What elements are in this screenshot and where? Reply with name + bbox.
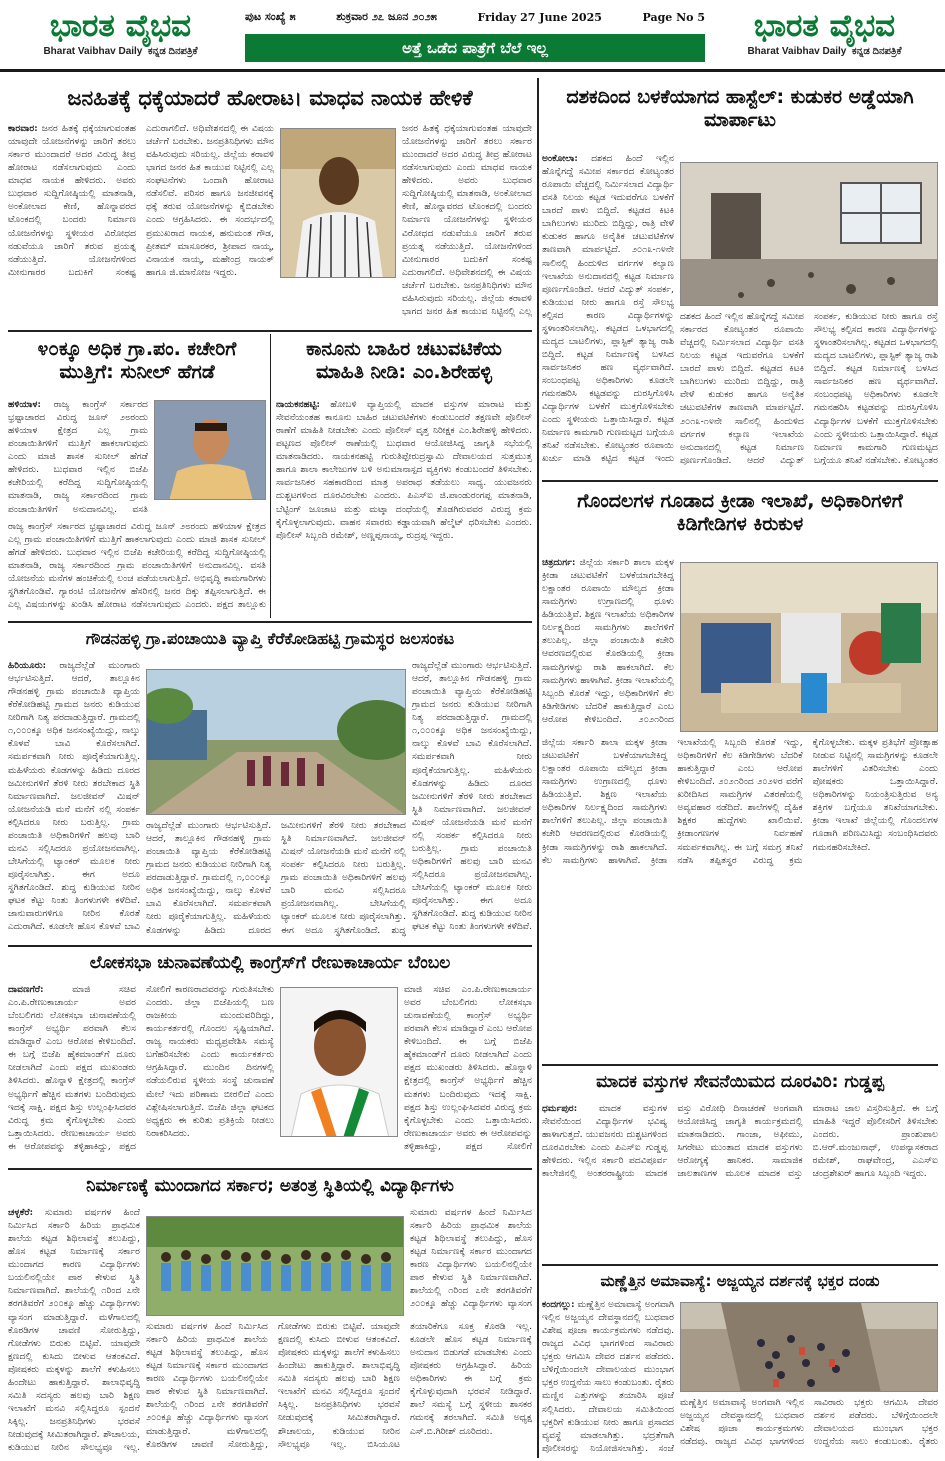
headline: ಮಣ್ಣೆತ್ತಿನ ಅಮಾವಾಸ್ಯೆ: ಅಜ್ಜಯ್ಯನ ದರ್ಶನಕ್ಕೆ ಭಕ್ತರ ದಂಡು bbox=[600, 1272, 880, 1290]
article-body: ಚಿತ್ರದುರ್ಗ: ಜಿಲ್ಲೆಯ ಸರ್ಕಾರಿ ಶಾಲಾ ಮಕ್ಕಳ ಕ್ರೀಡಾ ಚಟುವಟಿಕೆಗೆ ಬಳಕೆಯಾಗಬೇಕಿದ್ದ ಲಕ್ಷಾಂತರ ರೂಪಾಯಿ ಮೌಲ್ಯದ ಕ್ರೀಡಾ ಸಾಮಗ್ರಿಗಳು ಉಗ್ರಾಣದಲ್ಲಿ ಧೂಳು ಹಿಡಿಯುತ್ತಿವೆ. ಶಿಕ್ಷಣ ಇಲಾಖೆಯ ಅಧಿಕಾರಿಗಳ ನಿರ್ಲಕ್ಷ್ಯದಿಂದ ಸಾಮಗ್ರಿಗಳು ಶಾಲೆಗಳಿಗೆ ತಲುಪಿಲ್ಲ. ಜಿಲ್ಲಾ ಪಂಚಾಯಿತಿ ಕಚೇರಿ ಆವರಣದಲ್ಲಿರುವ ಕೊಠಡಿಯಲ್ಲಿ ಕ್ರೀಡಾ ಸಾಮಗ್ರಿಗಳನ್ನು ರಾಶಿ ಹಾಕಲಾಗಿದೆ. ಕೆಲ ಸಾಮಗ್ರಿಗಳು ಹಾಳಾಗಿವೆ. ಕ್ರೀಡಾ ಇಲಾಖೆಯಲ್ಲಿ ಸಿಬ್ಬಂದಿ ಕೊರತೆ ಇದ್ದು, ಅಧಿಕಾರಿಗಳಿಗೆ ಕೆಲ ಕಿಡಿಗೇಡಿಗಳು ಬೆದರಿಕೆ ಹಾಕುತ್ತಿದ್ದಾರೆ ಎಂಬ ಆರೋಪ ಕೇಳಿಬಂದಿದೆ. ೨೦೨೧ರಿಂದ bbox=[542, 557, 674, 725]
tagline: ಅತ್ತೆ ಒಡೆದ ಪಾತ್ರೆಗೆ ಬೆಲೆ ಇಲ್ಲ bbox=[245, 34, 705, 62]
issue-info-bar bbox=[245, 6, 705, 28]
article-body-continued: ಜಿಲ್ಲೆಯ ಸರ್ಕಾರಿ ಶಾಲಾ ಮಕ್ಕಳ ಕ್ರೀಡಾ ಚಟುವಟಿಕೆಗೆ ಬಳಕೆಯಾಗಬೇಕಿದ್ದ ಲಕ್ಷಾಂತರ ರೂಪಾಯಿ ಮೌಲ್ಯದ ಕ್ರೀಡಾ ಸಾಮಗ್ರಿಗಳು ಉಗ್ರಾಣದಲ್ಲಿ ಧೂಳು ಹಿಡಿಯುತ್ತಿವೆ. ಶಿಕ್ಷಣ ಇಲಾಖೆಯ ಅಧಿಕಾರಿಗಳ ನಿರ್ಲಕ್ಷ್ಯದಿಂದ ಸಾಮಗ್ರಿಗಳು ಶಾಲೆಗಳಿಗೆ ತಲುಪಿಲ್ಲ. ಜಿಲ್ಲಾ ಪಂಚಾಯಿತಿ ಕಚೇರಿ ಆವರಣದಲ್ಲಿರುವ ಕೊಠಡಿಯಲ್ಲಿ ಕ್ರೀಡಾ ಸಾಮಗ್ರಿಗಳನ್ನು ರಾಶಿ ಹಾಕಲಾಗಿದೆ. ಕೆಲ ಸಾಮಗ್ರಿಗಳು ಹಾಳಾಗಿವೆ. ಕ್ರೀಡಾ ಇಲಾಖೆಯಲ್ಲಿ ಸಿಬ್ಬಂದಿ ಕೊರತೆ ಇದ್ದು, ಅಧಿಕಾರಿಗಳಿಗೆ ಕೆಲ ಕಿಡಿಗೇಡಿಗಳು ಬೆದರಿಕೆ ಹಾಕುತ್ತಿದ್ದಾರೆ ಎಂಬ ಆರೋಪ ಕೇಳಿಬಂದಿದೆ. ೨೦೨೧ರಿಂದ ೨೦೨೪ರ ವರೆಗೆ ಖರೀದಿಸಿದ ಸಾಮಗ್ರಿಗಳ ವಿತರಣೆಯಲ್ಲಿ ಅವ್ಯವಹಾರ ನಡೆದಿದೆ. ಶಾಲೆಗಳಲ್ಲಿ ದೈಹಿಕ ಶಿಕ್ಷಕರ ಹುದ್ದೆಗಳು ಖಾಲಿಯಿವೆ. ಕ್ರೀಡಾಂಗಣಗಳ ನಿರ್ವಹಣೆ ಸಮರ್ಪಕವಾಗಿಲ್ಲ. ಈ ಬಗ್ಗೆ ಸಮಗ್ರ ತನಿಖೆ ನಡೆಸಿ ತಪ್ಪಿತಸ್ಥರ ವಿರುದ್ಧ ಕ್ರಮ ಕೈಗೊಳ್ಳಬೇಕು. ಮಕ್ಕಳ ಪ್ರತಿಭೆಗೆ ಪ್ರೋತ್ಸಾಹ ನೀಡುವ ನಿಟ್ಟಿನಲ್ಲಿ ಸಾಮಗ್ರಿಗಳನ್ನು ಕೂಡಲೇ ಶಾಲೆಗಳಿಗೆ ವಿತರಿಸಬೇಕು ಎಂದು ಪೋಷಕರು ಒತ್ತಾಯಿಸಿದ್ದಾರೆ. ಅಧಿಕಾರಿಗಳನ್ನು ನಿಯಂತ್ರಿಸುತ್ತಿರುವ ಅನ್ಯ ಶಕ್ತಿಗಳ ಬಗ್ಗೆಯೂ ತನಿಖೆಯಾಗಬೇಕು. ಕ್ರೀಡಾ ಇಲಾಖೆ ಜಿಲ್ಲೆಯಲ್ಲಿ ಗೊಂದಲಗಳ ಗೂಡಾಗಿ ಪರಿಣಮಿಸಿದ್ದು ಸಂಬಂಧಿಸಿದವರು ಗಮನಹರಿಸಬೇಕಿದೆ. bbox=[542, 737, 938, 866]
article-school-building bbox=[8, 1172, 532, 1458]
article-body-continued: ಮಾಜಿ ಸಚಿವ ಎಂ.ಪಿ.ರೇಣುಕಾಚಾರ್ಯ ಅವರ ಬೆಂಬಲಿಗರು ಲೋಕಸಭಾ ಚುನಾವಣೆಯಲ್ಲಿ ಕಾಂಗ್ರೆಸ್ ಅಭ್ಯರ್ಥಿ ಪರವಾಗಿ ಕೆಲಸ ಮಾಡಿದ್ದಾರೆ ಎಂಬ ಆರೋಪ ಕೇಳಿಬಂದಿದೆ. ಈ ಬಗ್ಗೆ ಬಿಜೆಪಿ ಹೈಕಮಾಂಡ್‌ಗೆ ದೂರು ನೀಡಲಾಗಿದೆ ಎಂದು ಪಕ್ಷದ ಮುಖಂಡರು ತಿಳಿಸಿದರು. ಹೊನ್ನಾಳಿ ಕ್ಷೇತ್ರದಲ್ಲಿ ಕಾಂಗ್ರೆಸ್ ಅಭ್ಯರ್ಥಿಗೆ ಹೆಚ್ಚಿನ ಮತಗಳು ಬಂದಿರುವುದು ಇದಕ್ಕೆ ಸಾಕ್ಷಿ. ಪಕ್ಷದ ಶಿಸ್ತು ಉಲ್ಲಂಘಿಸಿದವರ ವಿರುದ್ಧ ಕ್ರಮ ಕೈಗೊಳ್ಳಬೇಕು ಎಂದು ಒತ್ತಾಯಿಸಿದರು. ರೇಣುಕಾಚಾರ್ಯ ಅವರು ಈ ಆರೋಪವನ್ನು ತಳ್ಳಿಹಾಕಿದ್ದು, ಪಕ್ಷದ ಸೋಲಿಗೆ bbox=[404, 984, 532, 1152]
headline: ಲೋಕಸಭಾ ಚುನಾವಣೆಯಲ್ಲಿ ಕಾಂಗ್ರೆಸ್‌ಗೆ ರೇಣುಕಾಚಾರ್ಯ ಬೆಂಬಲ bbox=[89, 953, 451, 973]
photo-devotees-crowd bbox=[680, 1302, 938, 1392]
article-kerekodihatti-water bbox=[8, 625, 532, 943]
article-body: ಧರ್ಮಪುರ: ಮಾದಕ ವಸ್ತುಗಳ ಸೇವನೆಯಿಂದ ವಿದ್ಯಾರ್ಥಿಗಳ ಭವಿಷ್ಯ ಹಾಳಾಗುತ್ತದೆ. ಯುವಜನರು ದುಶ್ಚಟಗಳಿಂದ ದೂರವಿರಬೇಕು ಎಂದು ಪಿಎಸ್‌ಐ ಗುಡ್ಡಪ್ಪ ಹೇಳಿದರು. ಇಲ್ಲಿನ ಸರ್ಕಾರಿ ಪದವಿಪೂರ್ವ ಕಾಲೇಜಿನಲ್ಲಿ ಅಂತರರಾಷ್ಟ್ರೀಯ ಮಾದಕ ವಸ್ತು ವಿರೋಧಿ ದಿನಾಚರಣೆ ಅಂಗವಾಗಿ ಆಯೋಜಿಸಿದ್ದ ಜಾಗೃತಿ ಕಾರ್ಯಕ್ರಮದಲ್ಲಿ ಮಾತನಾಡಿದರು. ಗಾಂಜಾ, ಅಫೀಮು, ಸಿಗರೇಟು ಮುಂತಾದ ಮಾದಕ ವಸ್ತುಗಳು ಆರೋಗ್ಯಕ್ಕೆ ಹಾನಿಕರ. ಸಾಮಾಜಿಕ ಜಾಲತಾಣಗಳ ಮೂಲಕ ಮಾದಕ ವಸ್ತು ಮಾರಾಟ ಜಾಲ ವಿಸ್ತರಿಸುತ್ತಿದೆ. ಈ ಬಗ್ಗೆ ಮಾಹಿತಿ ಇದ್ದರೆ ಪೊಲೀಸರಿಗೆ ತಿಳಿಸಬೇಕು ಎಂದರು. ಪ್ರಾಂಶುಪಾಲ ಬಿ.ಆರ್.ಮಂಜುನಾಥ್, ಉಪನ್ಯಾಸಕರಾದ ರಮೇಶ್, ರಾಘವೇಂದ್ರ, ಎಎಸ್‌ಐ ಚಂದ್ರಶೇಖರ್ ಹಾಗೂ ಸಿಬ್ಬಂದಿ ಇದ್ದರು. bbox=[542, 1103, 938, 1180]
article-madhava-nayaka bbox=[8, 80, 532, 328]
article-body: ದಾವಣಗೆರೆ: ಮಾಜಿ ಸಚಿವ ಎಂ.ಪಿ.ರೇಣುಕಾಚಾರ್ಯ ಅವರ ಬೆಂಬಲಿಗರು ಲೋಕಸಭಾ ಚುನಾವಣೆಯಲ್ಲಿ ಕಾಂಗ್ರೆಸ್ ಅಭ್ಯರ್ಥಿ ಪರವಾಗಿ ಕೆಲಸ ಮಾಡಿದ್ದಾರೆ ಎಂಬ ಆರೋಪ ಕೇಳಿಬಂದಿದೆ. ಈ ಬಗ್ಗೆ ಬಿಜೆಪಿ ಹೈಕಮಾಂಡ್‌ಗೆ ದೂರು ನೀಡಲಾಗಿದೆ ಎಂದು ಪಕ್ಷದ ಮುಖಂಡರು ತಿಳಿಸಿದರು. ಹೊನ್ನಾಳಿ ಕ್ಷೇತ್ರದಲ್ಲಿ ಕಾಂಗ್ರೆಸ್ ಅಭ್ಯರ್ಥಿಗೆ ಹೆಚ್ಚಿನ ಮತಗಳು ಬಂದಿರುವುದು ಇದಕ್ಕೆ ಸಾಕ್ಷಿ. ಪಕ್ಷದ ಶಿಸ್ತು ಉಲ್ಲಂಘಿಸಿದವರ ವಿರುದ್ಧ ಕ್ರಮ ಕೈಗೊಳ್ಳಬೇಕು ಎಂದು ಒತ್ತಾಯಿಸಿದರು. ರೇಣುಕಾಚಾರ್ಯ ಅವರು ಈ ಆರೋಪವನ್ನು ತಳ್ಳಿಹಾಕಿದ್ದು, ಪಕ್ಷದ ಸೋಲಿಗೆ ಕಾರಣರಾದವರನ್ನು ಗುರುತಿಸಬೇಕು ಎಂದರು. ಜಿಲ್ಲಾ ಬಿಜೆಪಿಯಲ್ಲಿ ಬಣ ರಾಜಕೀಯ ಮುಂದುವರಿದಿದ್ದು, ಕಾರ್ಯಕರ್ತರಲ್ಲಿ ಗೊಂದಲ ಸೃಷ್ಟಿಯಾಗಿದೆ. ರಾಜ್ಯ ನಾಯಕರು ಮಧ್ಯಪ್ರವೇಶಿಸಿ ಸಮಸ್ಯೆ ಬಗೆಹರಿಸಬೇಕು ಎಂದು ಕಾರ್ಯಕರ್ತರು ಆಗ್ರಹಿಸಿದ್ದಾರೆ. ಮುಂದಿನ ದಿನಗಳಲ್ಲಿ ನಡೆಯಲಿರುವ ಸ್ಥಳೀಯ ಸಂಸ್ಥೆ ಚುನಾವಣೆ ಮೇಲೆ ಇದು ಪರಿಣಾಮ ಬೀರಲಿದೆ ಎಂದು ವಿಶ್ಲೇಷಿಸಲಾಗುತ್ತಿದೆ. ಬಿಜೆಪಿ ಜಿಲ್ಲಾ ಘಟಕದ ಅಧ್ಯಕ್ಷರು ಈ ಕುರಿತು ಪ್ರತಿಕ್ರಿಯೆ ನೀಡಲು ನಿರಾಕರಿಸಿದರು. bbox=[8, 984, 274, 1152]
article-body: ಅಂಕೋಲಾ: ದಶಕದ ಹಿಂದೆ ಇಲ್ಲಿನ ಹೊನ್ನೆಗದ್ದೆ ಸಮೀಪ ಸರ್ಕಾರದ ಕೋಟ್ಯಂತರ ರೂಪಾಯಿ ವೆಚ್ಚದಲ್ಲಿ ನಿರ್ಮಿಸಲಾದ ವಿದ್ಯಾರ್ಥಿ ವಸತಿ ನಿಲಯ ಕಟ್ಟಡ ಇದುವರೆಗೂ ಬಳಕೆಗೆ ಬಾರದೆ ಪಾಳು ಬಿದ್ದಿದೆ. ಕಟ್ಟಡದ ಕಿಟಕಿ ಬಾಗಿಲುಗಳು ಮುರಿದು ಬಿದ್ದಿದ್ದು, ರಾತ್ರಿ ವೇಳೆ ಕುಡುಕರ ಹಾಗೂ ಅನೈತಿಕ ಚಟುವಟಿಕೆಗಳ ತಾಣವಾಗಿ ಮಾರ್ಪಟ್ಟಿದೆ. ೨೦೧೩-೧೪ನೇ ಸಾಲಿನಲ್ಲಿ ಹಿಂದುಳಿದ ವರ್ಗಗಳ ಕಲ್ಯಾಣ ಇಲಾಖೆಯ ಅನುದಾನದಲ್ಲಿ ಕಟ್ಟಡ ನಿರ್ಮಾಣ ಪೂರ್ಣಗೊಂಡಿದೆ. ಆದರೆ ವಿದ್ಯುತ್ ಸಂಪರ್ಕ, ಕುಡಿಯುವ ನೀರು ಹಾಗೂ ರಸ್ತೆ ಸೌಲಭ್ಯ ಕಲ್ಪಿಸದ ಕಾರಣ ವಿದ್ಯಾರ್ಥಿಗಳನ್ನು ಸ್ಥಳಾಂತರಿಸಲಾಗಿಲ್ಲ. ಕಟ್ಟಡದ ಒಳಭಾಗದಲ್ಲಿ ಮದ್ಯದ ಬಾಟಲಿಗಳು, ಪ್ಲಾಸ್ಟಿಕ್ ತ್ಯಾಜ್ಯ ರಾಶಿ ಬಿದ್ದಿದೆ. ಕಟ್ಟಡ ನಿರ್ಮಾಣಕ್ಕೆ ಬಳಸಿದ ಸಾರ್ವಜನಿಕರ ಹಣ ವ್ಯರ್ಥವಾಗಿದೆ. ಸಂಬಂಧಪಟ್ಟ ಅಧಿಕಾರಿಗಳು ಕೂಡಲೇ ಗಮನಹರಿಸಿ ಕಟ್ಟಡವನ್ನು ದುರಸ್ತಿಗೊಳಿಸಿ ವಿದ್ಯಾರ್ಥಿಗಳ ಬಳಕೆಗೆ ಮುಕ್ತಗೊಳಿಸಬೇಕು ಎಂದು ಸ್ಥಳೀಯರು ಒತ್ತಾಯಿಸಿದ್ದಾರೆ. ಕಟ್ಟಡ ನಿರ್ಮಾಣ ಕಾಮಗಾರಿ ಗುಣಮಟ್ಟದ ಬಗ್ಗೆಯೂ ತನಿಖೆ ನಡೆಸಬೇಕು. ಕೋಟ್ಯಂತರ ರೂಪಾಯಿ ಖರ್ಚು ಮಾಡಿ ಕಟ್ಟಿದ ಕಟ್ಟಡ ಇಂದು bbox=[542, 153, 674, 465]
rule bbox=[8, 1168, 532, 1170]
date-kannada: ಶುಕ್ರವಾರ ೨೭ ಜೂನ ೨೦೨೫ bbox=[336, 10, 437, 23]
article-body: ಹಳಿಯಾಳ: ರಾಜ್ಯ ಕಾಂಗ್ರೆಸ್ ಸರ್ಕಾರದ ಭ್ರಷ್ಟಾಚಾರದ ವಿರುದ್ಧ ಜೂನ್ ೨೮ರಂದು ಹಳಿಯಾಳ ಕ್ಷೇತ್ರದ ಎಲ್ಲ ಗ್ರಾಮ ಪಂಚಾಯಿತಿಗಳಿಗೆ ಮುತ್ತಿಗೆ ಹಾಕಲಾಗುವುದು ಎಂದು ಮಾಜಿ ಶಾಸಕ ಸುನೀಲ್ ಹೆಗಡೆ ಹೇಳಿದರು. ಬುಧವಾರ ಇಲ್ಲಿನ ಬಿಜೆಪಿ ಕಚೇರಿಯಲ್ಲಿ ಕರೆದಿದ್ದ ಸುದ್ದಿಗೋಷ್ಠಿಯಲ್ಲಿ ಮಾತನಾಡಿ, ರಾಜ್ಯ ಸರ್ಕಾರದಿಂದ ಗ್ರಾಮ ಪಂಚಾಯಿತಿಗಳಿಗೆ ಅನುದಾನವಿಲ್ಲ. ವಸತಿ bbox=[8, 399, 148, 515]
headline: ೪೦ಕ್ಕೂ ಅಧಿಕ ಗ್ರಾ.ಪಂ. ಕಚೇರಿಗೆ ಮುತ್ತಿಗೆ: ಸುನೀಲ್ ಹೆಗಡೆ bbox=[37, 338, 237, 383]
article-shirehalli bbox=[276, 334, 532, 618]
photo-renukacharya bbox=[280, 987, 398, 1137]
article-body: ಹಿರಿಯೂರು: ರಾಜ್ಯದೆಲ್ಲೆಡೆ ಮುಂಗಾರು ಆರ್ಭಟಿಸುತ್ತಿದೆ. ಆದರೆ, ತಾಲ್ಲೂಕಿನ ಗೌಡನಹಳ್ಳಿ ಗ್ರಾಮ ಪಂಚಾಯಿತಿ ವ್ಯಾಪ್ತಿಯ ಕೆರೆಕೋಡಿಹಟ್ಟಿ ಗ್ರಾಮದ ಜನರು ಕುಡಿಯುವ ನೀರಿಗಾಗಿ ನಿತ್ಯ ಪರದಾಡುತ್ತಿದ್ದಾರೆ. ಗ್ರಾಮದಲ್ಲಿ ೧,೦೦೦ಕ್ಕೂ ಅಧಿಕ ಜನಸಂಖ್ಯೆಯಿದ್ದು, ನಾಲ್ಕು ಕೊಳವೆ ಬಾವಿ ಕೊರೆಸಲಾಗಿದೆ. ಸಮರ್ಪಕವಾಗಿ ನೀರು ಪೂರೈಕೆಯಾಗುತ್ತಿಲ್ಲ. ಮಹಿಳೆಯರು ಕೊಡಗಳನ್ನು ಹಿಡಿದು ದೂರದ ಜಮೀನುಗಳಿಗೆ ತೆರಳಿ ನೀರು ತರಬೇಕಾದ ಸ್ಥಿತಿ ನಿರ್ಮಾಣವಾಗಿದೆ. ಜಲಜೀವನ್ ಮಿಷನ್ ಯೋಜನೆಯಡಿ ಮನೆ ಮನೆಗೆ ನಲ್ಲಿ ಸಂಪರ್ಕ ಕಲ್ಪಿಸಿದರೂ ನೀರು ಬರುತ್ತಿಲ್ಲ. ಗ್ರಾಮ ಪಂಚಾಯಿತಿ ಅಧಿಕಾರಿಗಳಿಗೆ ಹಲವು ಬಾರಿ ಮನವಿ ಸಲ್ಲಿಸಿದರೂ ಪ್ರಯೋಜನವಾಗಿಲ್ಲ. ಬೇಸಿಗೆಯಲ್ಲಿ ಟ್ಯಾಂಕರ್ ಮೂಲಕ ನೀರು ಪೂರೈಸಲಾಗಿತ್ತು. ಈಗ ಅದೂ ಸ್ಥಗಿತಗೊಂಡಿದೆ. ಶುದ್ಧ ಕುಡಿಯುವ ನೀರಿನ ಘಟಕ ಕೆಟ್ಟು ನಿಂತು ತಿಂಗಳುಗಳೇ ಕಳೆದಿವೆ. ಜಾನುವಾರುಗಳಿಗೂ ನೀರಿನ ಕೊರತೆ ಎದುರಾಗಿದೆ. ಕೂಡಲೇ ಹೊಸ ಕೊಳವೆ ಬಾವಿ bbox=[8, 660, 140, 933]
rule bbox=[542, 1064, 938, 1066]
article-abandoned-hostel bbox=[542, 80, 938, 478]
rule bbox=[270, 334, 271, 618]
column-divider bbox=[537, 78, 539, 1458]
article-body-continued: ದಶಕದ ಹಿಂದೆ ಇಲ್ಲಿನ ಹೊನ್ನೆಗದ್ದೆ ಸಮೀಪ ಸರ್ಕಾರದ ಕೋಟ್ಯಂತರ ರೂಪಾಯಿ ವೆಚ್ಚದಲ್ಲಿ ನಿರ್ಮಿಸಲಾದ ವಿದ್ಯಾರ್ಥಿ ವಸತಿ ನಿಲಯ ಕಟ್ಟಡ ಇದುವರೆಗೂ ಬಳಕೆಗೆ ಬಾರದೆ ಪಾಳು ಬಿದ್ದಿದೆ. ಕಟ್ಟಡದ ಕಿಟಕಿ ಬಾಗಿಲುಗಳು ಮುರಿದು ಬಿದ್ದಿದ್ದು, ರಾತ್ರಿ ವೇಳೆ ಕುಡುಕರ ಹಾಗೂ ಅನೈತಿಕ ಚಟುವಟಿಕೆಗಳ ತಾಣವಾಗಿ ಮಾರ್ಪಟ್ಟಿದೆ. ೨೦೧೩-೧೪ನೇ ಸಾಲಿನಲ್ಲಿ ಹಿಂದುಳಿದ ವರ್ಗಗಳ ಕಲ್ಯಾಣ ಇಲಾಖೆಯ ಅನುದಾನದಲ್ಲಿ ಕಟ್ಟಡ ನಿರ್ಮಾಣ ಪೂರ್ಣಗೊಂಡಿದೆ. ಆದರೆ ವಿದ್ಯುತ್ ಸಂಪರ್ಕ, ಕುಡಿಯುವ ನೀರು ಹಾಗೂ ರಸ್ತೆ ಸೌಲಭ್ಯ ಕಲ್ಪಿಸದ ಕಾರಣ ವಿದ್ಯಾರ್ಥಿಗಳನ್ನು ಸ್ಥಳಾಂತರಿಸಲಾಗಿಲ್ಲ. ಕಟ್ಟಡದ ಒಳಭಾಗದಲ್ಲಿ ಮದ್ಯದ ಬಾಟಲಿಗಳು, ಪ್ಲಾಸ್ಟಿಕ್ ತ್ಯಾಜ್ಯ ರಾಶಿ ಬಿದ್ದಿದೆ. ಕಟ್ಟಡ ನಿರ್ಮಾಣಕ್ಕೆ ಬಳಸಿದ ಸಾರ್ವಜನಿಕರ ಹಣ ವ್ಯರ್ಥವಾಗಿದೆ. ಸಂಬಂಧಪಟ್ಟ ಅಧಿಕಾರಿಗಳು ಕೂಡಲೇ ಗಮನಹರಿಸಿ ಕಟ್ಟಡವನ್ನು ದುರಸ್ತಿಗೊಳಿಸಿ ವಿದ್ಯಾರ್ಥಿಗಳ ಬಳಕೆಗೆ ಮುಕ್ತಗೊಳಿಸಬೇಕು ಎಂದು ಸ್ಥಳೀಯರು ಒತ್ತಾಯಿಸಿದ್ದಾರೆ. ಕಟ್ಟಡ ನಿರ್ಮಾಣ ಕಾಮಗಾರಿ ಗುಣಮಟ್ಟದ ಬಗ್ಗೆಯೂ ತನಿಖೆ ನಡೆಸಬೇಕು. ಕೋಟ್ಯಂತರ bbox=[680, 311, 938, 466]
article-body: ಚಳ್ಳಕೆರೆ: ಸುಮಾರು ವರ್ಷಗಳ ಹಿಂದೆ ನಿರ್ಮಿಸಿದ ಸರ್ಕಾರಿ ಹಿರಿಯ ಪ್ರಾಥಮಿಕ ಶಾಲೆಯ ಕಟ್ಟಡ ಶಿಥಿಲಾವಸ್ಥೆ ತಲುಪಿದ್ದು, ಹೊಸ ಕಟ್ಟಡ ನಿರ್ಮಾಣಕ್ಕೆ ಸರ್ಕಾರ ಮುಂದಾಗದ ಕಾರಣ ವಿದ್ಯಾರ್ಥಿಗಳು ಬಯಲಿನಲ್ಲಿಯೇ ಪಾಠ ಕೇಳುವ ಸ್ಥಿತಿ ನಿರ್ಮಾಣವಾಗಿದೆ. ಶಾಲೆಯಲ್ಲಿ ೧ರಿಂದ ೭ನೇ ತರಗತಿವರೆಗೆ ೨೦೦ಕ್ಕೂ ಹೆಚ್ಚು ವಿದ್ಯಾರ್ಥಿಗಳು ವ್ಯಾಸಂಗ ಮಾಡುತ್ತಿದ್ದಾರೆ. ಮಳೆಗಾಲದಲ್ಲಿ ಕೊಠಡಿಗಳ ಚಾವಣಿ ಸೋರುತ್ತಿದ್ದು, ಗೋಡೆಗಳು ಬಿರುಕು ಬಿಟ್ಟಿವೆ. ಯಾವುದೇ ಕ್ಷಣದಲ್ಲಿ ಕುಸಿದು ಬೀಳುವ ಆತಂಕವಿದೆ. ಪೋಷಕರು ಮಕ್ಕಳನ್ನು ಶಾಲೆಗೆ ಕಳುಹಿಸಲು ಹಿಂದೇಟು ಹಾಕುತ್ತಿದ್ದಾರೆ. ಶಾಲಾಭಿವೃದ್ಧಿ ಸಮಿತಿ ಸದಸ್ಯರು ಹಲವು ಬಾರಿ ಶಿಕ್ಷಣ ಇಲಾಖೆಗೆ ಮನವಿ ಸಲ್ಲಿಸಿದ್ದರೂ ಸ್ಪಂದನೆ ಸಿಕ್ಕಿಲ್ಲ. ಜನಪ್ರತಿನಿಧಿಗಳು ಭರವಸೆ ನೀಡುವುದಕ್ಕೆ ಸೀಮಿತರಾಗಿದ್ದಾರೆ. ಶೌಚಾಲಯ, ಕುಡಿಯುವ ನೀರಿನ ಸೌಲಭ್ಯವೂ ಇಲ್ಲ. bbox=[8, 1207, 140, 1454]
article-body-continued: ಮಣ್ಣೆತ್ತಿನ ಅಮಾವಾಸ್ಯೆ ಅಂಗವಾಗಿ ಇಲ್ಲಿನ ಅಜ್ಜಯ್ಯನ ದೇವಸ್ಥಾನದಲ್ಲಿ ಬುಧವಾರ ವಿಶೇಷ ಪೂಜಾ ಕಾರ್ಯಕ್ರಮಗಳು ನಡೆದವು. ರಾಜ್ಯದ ವಿವಿಧ ಭಾಗಗಳಿಂದ ಸಾವಿರಾರು ಭಕ್ತರು ಆಗಮಿಸಿ ದೇವರ ದರ್ಶನ ಪಡೆದರು. ಬೆಳಿಗ್ಗೆಯಿಂದಲೇ ದೇವಾಲಯದ ಮುಂಭಾಗ ಭಕ್ತರ ಉದ್ದನೆಯ ಸಾಲು ಕಂಡುಬಂತು. ರೈತರು bbox=[680, 1397, 938, 1448]
headline: ದಶಕದಿಂದ ಬಳಕೆಯಾಗದ ಹಾಸ್ಟೆಲ್: ಕುಡುಕರ ಅಡ್ಡೆಯಾಗಿ ಮಾರ್ಪಾಟು bbox=[566, 86, 914, 131]
rule bbox=[8, 621, 532, 623]
photo-hostel-interior bbox=[680, 162, 938, 306]
headline: ಗೌಡನಹಳ್ಳಿ ಗ್ರಾ.ಪಂಚಾಯಿತಿ ವ್ಯಾಪ್ತಿ ಕೆರೆಕೋಡಿಹಟ್ಟಿ ಗ್ರಾಮಸ್ಥರ ಜಲಸಂಕಟ bbox=[85, 629, 455, 648]
article-drug-awareness bbox=[542, 1068, 938, 1262]
article-mannettina-amavasya bbox=[542, 1268, 938, 1458]
headline: ಮಾದಕ ವಸ್ತುಗಳ ಸೇವನೆಯಿಮದ ದೂರವಿರಿ: ಗುಡ್ಡಪ್ಪ bbox=[596, 1072, 884, 1092]
article-body-right: ಸುಮಾರು ವರ್ಷಗಳ ಹಿಂದೆ ನಿರ್ಮಿಸಿದ ಸರ್ಕಾರಿ ಹಿರಿಯ ಪ್ರಾಥಮಿಕ ಶಾಲೆಯ ಕಟ್ಟಡ ಶಿಥಿಲಾವಸ್ಥೆ ತಲುಪಿದ್ದು, ಹೊಸ ಕಟ್ಟಡ ನಿರ್ಮಾಣಕ್ಕೆ ಸರ್ಕಾರ ಮುಂದಾಗದ ಕಾರಣ ವಿದ್ಯಾರ್ಥಿಗಳು ಬಯಲಿನಲ್ಲಿಯೇ ಪಾಠ ಕೇಳುವ ಸ್ಥಿತಿ ನಿರ್ಮಾಣವಾಗಿದೆ. ಶಾಲೆಯಲ್ಲಿ ೧ರಿಂದ ೭ನೇ ತರಗತಿವರೆಗೆ ೨೦೦ಕ್ಕೂ ಹೆಚ್ಚು ವಿದ್ಯಾರ್ಥಿಗಳು ವ್ಯಾಸಂಗ bbox=[410, 1207, 532, 1310]
article-body-wide: ರಾಜ್ಯ ಕಾಂಗ್ರೆಸ್ ಸರ್ಕಾರದ ಭ್ರಷ್ಟಾಚಾರದ ವಿರುದ್ಧ ಜೂನ್ ೨೮ರಂದು ಹಳಿಯಾಳ ಕ್ಷೇತ್ರದ ಎಲ್ಲ ಗ್ರಾಮ ಪಂಚಾಯಿತಿಗಳಿಗೆ ಮುತ್ತಿಗೆ ಹಾಕಲಾಗುವುದು ಎಂದು ಮಾಜಿ ಶಾಸಕ ಸುನೀಲ್ ಹೆಗಡೆ ಹೇಳಿದರು. ಬುಧವಾರ ಇಲ್ಲಿನ ಬಿಜೆಪಿ ಕಚೇರಿಯಲ್ಲಿ ಕರೆದಿದ್ದ ಸುದ್ದಿಗೋಷ್ಠಿಯಲ್ಲಿ ಮಾತನಾಡಿ, ರಾಜ್ಯ ಸರ್ಕಾರದಿಂದ ಗ್ರಾಮ ಪಂಚಾಯಿತಿಗಳಿಗೆ ಅನುದಾನವಿಲ್ಲ. ವಸತಿ ಯೋಜನೆಯ ಮನೆಗಳ ಹಂಚಿಕೆಯಲ್ಲಿ ಲಂಚ ಪಡೆಯಲಾಗುತ್ತಿದೆ. ಅಭಿವೃದ್ಧಿ ಕಾಮಗಾರಿಗಳು ಸ್ಥಗಿತಗೊಂಡಿವೆ. ಗ್ಯಾರಂಟಿ ಯೋಜನೆಗಳ ಹೆಸರಿನಲ್ಲಿ ಜನರ ದಿಕ್ಕು ತಪ್ಪಿಸಲಾಗುತ್ತಿದೆ. ಈ ಎಲ್ಲ ವಿಷಯಗಳನ್ನು ಖಂಡಿಸಿ ಹೋರಾಟ ನಡೆಸಲಾಗುವುದು ಎಂದರು. ಪಕ್ಷದ ತಾಲ್ಲೂಕು bbox=[8, 521, 266, 611]
headline: ಜನಹಿತಕ್ಕೆ ಧಕ್ಕೆಯಾದರೆ ಹೋರಾಟ। ಮಾಧವ ನಾಯಕ ಹೇಳಿಕೆ bbox=[67, 86, 473, 110]
logo-right bbox=[712, 6, 937, 68]
rule bbox=[8, 330, 532, 332]
date-english: Friday 27 June 2025 bbox=[477, 10, 602, 24]
page-number: Page No 5 bbox=[642, 10, 705, 24]
article-body: ಕಂದಗಲ್ಲು: ಮಣ್ಣೆತ್ತಿನ ಅಮಾವಾಸ್ಯೆ ಅಂಗವಾಗಿ ಇಲ್ಲಿನ ಅಜ್ಜಯ್ಯನ ದೇವಸ್ಥಾನದಲ್ಲಿ ಬುಧವಾರ ವಿಶೇಷ ಪೂಜಾ ಕಾರ್ಯಕ್ರಮಗಳು ನಡೆದವು. ರಾಜ್ಯದ ವಿವಿಧ ಭಾಗಗಳಿಂದ ಸಾವಿರಾರು ಭಕ್ತರು ಆಗಮಿಸಿ ದೇವರ ದರ್ಶನ ಪಡೆದರು. ಬೆಳಿಗ್ಗೆಯಿಂದಲೇ ದೇವಾಲಯದ ಮುಂಭಾಗ ಭಕ್ತರ ಉದ್ದನೆಯ ಸಾಲು ಕಂಡುಬಂತು. ರೈತರು ಮಣ್ಣಿನ ಎತ್ತುಗಳನ್ನು ತಯಾರಿಸಿ ಪೂಜೆ ಸಲ್ಲಿಸಿದರು. ದೇವಾಲಯ ಸಮಿತಿಯಿಂದ ಭಕ್ತರಿಗೆ ಕುಡಿಯುವ ನೀರು ಹಾಗೂ ಪ್ರಸಾದದ ವ್ಯವಸ್ಥೆ ಮಾಡಲಾಗಿತ್ತು. ಭದ್ರತೆಗಾಗಿ ಪೊಲೀಸರನ್ನು ನಿಯೋಜಿಸಲಾಗಿತ್ತು. ಸಂಜೆ bbox=[542, 1299, 674, 1454]
logo-title: ಭಾರತ ವೈಭವ bbox=[753, 8, 896, 44]
article-renukacharya bbox=[8, 949, 532, 1165]
article-body-continued: ಜನರ ಹಿತಕ್ಕೆ ಧಕ್ಕೆಯಾಗುವಂತಹ ಯಾವುದೇ ಯೋಜನೆಗಳನ್ನು ಜಾರಿಗೆ ತರಲು ಸರ್ಕಾರ ಮುಂದಾದರೆ ಅದರ ವಿರುದ್ಧ ತೀವ್ರ ಹೋರಾಟ ನಡೆಸಲಾಗುವುದು ಎಂದು ಮಾಧವ ನಾಯಕ ಹೇಳಿದರು. ಅವರು ಬುಧವಾರ ಸುದ್ದಿಗೋಷ್ಠಿಯಲ್ಲಿ ಮಾತನಾಡಿ, ಅಂಕೋಲಾದ ಕೇಣಿ, ಹೊನ್ನಾವರದ ಟೊಂಕದಲ್ಲಿ ಬಂದರು ನಿರ್ಮಾಣ ಯೋಜನೆಗಳನ್ನು ಸ್ಥಳೀಯರ ವಿರೋಧದ ನಡುವೆಯೂ ಜಾರಿಗೆ ತರುವ ಪ್ರಯತ್ನ ನಡೆಯುತ್ತಿದೆ. ಯೋಜನೆಗಳಿಂದ ಮೀನುಗಾರರ ಬದುಕಿಗೆ ಸಂಕಷ್ಟ ಎದುರಾಗಲಿದೆ. ಅಧಿವೇಶನದಲ್ಲಿ ಈ ವಿಷಯ ಚರ್ಚೆಗೆ ಬರಬೇಕು. ಜನಪ್ರತಿನಿಧಿಗಳು ಮೌನ ವಹಿಸಿರುವುದು ಸರಿಯಲ್ಲ. ಜಿಲ್ಲೆಯ ಕರಾವಳಿ ಭಾಗದ ಜನರ ಹಿತ ಕಾಯುವ ನಿಟ್ಟಿನಲ್ಲಿ ಎಲ್ಲ bbox=[402, 123, 532, 317]
rule bbox=[8, 945, 532, 947]
photo-students bbox=[146, 1216, 404, 1316]
logo-subtitle: Bharat Vaibhav Daily ಕನ್ನಡ ದಿನಪತ್ರಿಕೆ bbox=[747, 46, 902, 57]
photo-sunil-hegde bbox=[154, 400, 266, 500]
headline: ಕಾನೂನು ಬಾಹಿರ ಚಟುವಟಿಕೆಯ ಮಾಹಿತಿ ನೀಡಿ: ಎಂ.ಶಿರೇಹಳ್ಳಿ bbox=[306, 338, 502, 383]
headline: ಗೊಂದಲಗಳ ಗೂಡಾದ ಕ್ರೀಡಾ ಇಲಾಖೆ, ಅಧಿಕಾರಿಗಳಿಗೆ ಕಿಡಿಗೇಡಿಗಳ ಕಿರುಕುಳ bbox=[577, 490, 903, 535]
logo-title: ಭಾರತ ವೈಭವ bbox=[49, 8, 192, 44]
masthead bbox=[0, 0, 945, 72]
article-body-right: ರಾಜ್ಯದೆಲ್ಲೆಡೆ ಮುಂಗಾರು ಆರ್ಭಟಿಸುತ್ತಿದೆ. ಆದರೆ, ತಾಲ್ಲೂಕಿನ ಗೌಡನಹಳ್ಳಿ ಗ್ರಾಮ ಪಂಚಾಯಿತಿ ವ್ಯಾಪ್ತಿಯ ಕೆರೆಕೋಡಿಹಟ್ಟಿ ಗ್ರಾಮದ ಜನರು ಕುಡಿಯುವ ನೀರಿಗಾಗಿ ನಿತ್ಯ ಪರದಾಡುತ್ತಿದ್ದಾರೆ. ಗ್ರಾಮದಲ್ಲಿ ೧,೦೦೦ಕ್ಕೂ ಅಧಿಕ ಜನಸಂಖ್ಯೆಯಿದ್ದು, ನಾಲ್ಕು ಕೊಳವೆ ಬಾವಿ ಕೊರೆಸಲಾಗಿದೆ. ಸಮರ್ಪಕವಾಗಿ ನೀರು ಪೂರೈಕೆಯಾಗುತ್ತಿಲ್ಲ. ಮಹಿಳೆಯರು ಕೊಡಗಳನ್ನು ಹಿಡಿದು ದೂರದ ಜಮೀನುಗಳಿಗೆ ತೆರಳಿ ನೀರು ತರಬೇಕಾದ ಸ್ಥಿತಿ ನಿರ್ಮಾಣವಾಗಿದೆ. ಜಲಜೀವನ್ ಮಿಷನ್ ಯೋಜನೆಯಡಿ ಮನೆ ಮನೆಗೆ ನಲ್ಲಿ ಸಂಪರ್ಕ ಕಲ್ಪಿಸಿದರೂ ನೀರು ಬರುತ್ತಿಲ್ಲ. ಗ್ರಾಮ ಪಂಚಾಯಿತಿ ಅಧಿಕಾರಿಗಳಿಗೆ ಹಲವು ಬಾರಿ ಮನವಿ ಸಲ್ಲಿಸಿದರೂ ಪ್ರಯೋಜನವಾಗಿಲ್ಲ. ಬೇಸಿಗೆಯಲ್ಲಿ ಟ್ಯಾಂಕರ್ ಮೂಲಕ ನೀರು ಪೂರೈಸಲಾಗಿತ್ತು. ಈಗ ಅದೂ ಸ್ಥಗಿತಗೊಂಡಿದೆ. ಶುದ್ಧ ಕುಡಿಯುವ ನೀರಿನ ಘಟಕ ಕೆಟ್ಟು ನಿಂತು ತಿಂಗಳುಗಳೇ ಕಳೆದಿವೆ. bbox=[412, 660, 532, 933]
article-body-continued: ಸುಮಾರು ವರ್ಷಗಳ ಹಿಂದೆ ನಿರ್ಮಿಸಿದ ಸರ್ಕಾರಿ ಹಿರಿಯ ಪ್ರಾಥಮಿಕ ಶಾಲೆಯ ಕಟ್ಟಡ ಶಿಥಿಲಾವಸ್ಥೆ ತಲುಪಿದ್ದು, ಹೊಸ ಕಟ್ಟಡ ನಿರ್ಮಾಣಕ್ಕೆ ಸರ್ಕಾರ ಮುಂದಾಗದ ಕಾರಣ ವಿದ್ಯಾರ್ಥಿಗಳು ಬಯಲಿನಲ್ಲಿಯೇ ಪಾಠ ಕೇಳುವ ಸ್ಥಿತಿ ನಿರ್ಮಾಣವಾಗಿದೆ. ಶಾಲೆಯಲ್ಲಿ ೧ರಿಂದ ೭ನೇ ತರಗತಿವರೆಗೆ ೨೦೦ಕ್ಕೂ ಹೆಚ್ಚು ವಿದ್ಯಾರ್ಥಿಗಳು ವ್ಯಾಸಂಗ ಮಾಡುತ್ತಿದ್ದಾರೆ. ಮಳೆಗಾಲದಲ್ಲಿ ಕೊಠಡಿಗಳ ಚಾವಣಿ ಸೋರುತ್ತಿದ್ದು, ಗೋಡೆಗಳು ಬಿರುಕು ಬಿಟ್ಟಿವೆ. ಯಾವುದೇ ಕ್ಷಣದಲ್ಲಿ ಕುಸಿದು ಬೀಳುವ ಆತಂಕವಿದೆ. ಪೋಷಕರು ಮಕ್ಕಳನ್ನು ಶಾಲೆಗೆ ಕಳುಹಿಸಲು ಹಿಂದೇಟು ಹಾಕುತ್ತಿದ್ದಾರೆ. ಶಾಲಾಭಿವೃದ್ಧಿ ಸಮಿತಿ ಸದಸ್ಯರು ಹಲವು ಬಾರಿ ಶಿಕ್ಷಣ ಇಲಾಖೆಗೆ ಮನವಿ ಸಲ್ಲಿಸಿದ್ದರೂ ಸ್ಪಂದನೆ ಸಿಕ್ಕಿಲ್ಲ. ಜನಪ್ರತಿನಿಧಿಗಳು ಭರವಸೆ ನೀಡುವುದಕ್ಕೆ ಸೀಮಿತರಾಗಿದ್ದಾರೆ. ಶೌಚಾಲಯ, ಕುಡಿಯುವ ನೀರಿನ ಸೌಲಭ್ಯವೂ ಇಲ್ಲ. ಬಿಸಿಯೂಟ ತಯಾರಿಕೆಗೂ ಸೂಕ್ತ ಕೊಠಡಿ ಇಲ್ಲ. ಕೂಡಲೇ ಹೊಸ ಕಟ್ಟಡ ನಿರ್ಮಾಣಕ್ಕೆ ಅನುದಾನ ಬಿಡುಗಡೆ ಮಾಡಬೇಕು ಎಂದು ಪೋಷಕರು ಆಗ್ರಹಿಸಿದ್ದಾರೆ. ಹಿರಿಯ ಅಧಿಕಾರಿಗಳು ಈ ಬಗ್ಗೆ ಕ್ರಮ ಕೈಗೊಳ್ಳುವುದಾಗಿ ಭರವಸೆ ನೀಡಿದ್ದಾರೆ. ಶಾಲೆ ಸಮಸ್ಯೆ ಬಗ್ಗೆ ಸ್ಥಳೀಯ ಶಾಸಕರ ಗಮನಕ್ಕೆ ತರಲಾಗಿದೆ. ಸಮಿತಿ ಅಧ್ಯಕ್ಷ ಎಸ್.ಬಿ.ಗಿರೀಶ್ ದೂರಿದರು. bbox=[146, 1321, 532, 1450]
article-body: ಕಾರವಾರ: ಜನರ ಹಿತಕ್ಕೆ ಧಕ್ಕೆಯಾಗುವಂತಹ ಯಾವುದೇ ಯೋಜನೆಗಳನ್ನು ಜಾರಿಗೆ ತರಲು ಸರ್ಕಾರ ಮುಂದಾದರೆ ಅದರ ವಿರುದ್ಧ ತೀವ್ರ ಹೋರಾಟ ನಡೆಸಲಾಗುವುದು ಎಂದು ಮಾಧವ ನಾಯಕ ಹೇಳಿದರು. ಅವರು ಬುಧವಾರ ಸುದ್ದಿಗೋಷ್ಠಿಯಲ್ಲಿ ಮಾತನಾಡಿ, ಅಂಕೋಲಾದ ಕೇಣಿ, ಹೊನ್ನಾವರದ ಟೊಂಕದಲ್ಲಿ ಬಂದರು ನಿರ್ಮಾಣ ಯೋಜನೆಗಳನ್ನು ಸ್ಥಳೀಯರ ವಿರೋಧದ ನಡುವೆಯೂ ಜಾರಿಗೆ ತರುವ ಪ್ರಯತ್ನ ನಡೆಯುತ್ತಿದೆ. ಯೋಜನೆಗಳಿಂದ ಮೀನುಗಾರರ ಬದುಕಿಗೆ ಸಂಕಷ್ಟ ಎದುರಾಗಲಿದೆ. ಅಧಿವೇಶನದಲ್ಲಿ ಈ ವಿಷಯ ಚರ್ಚೆಗೆ ಬರಬೇಕು. ಜನಪ್ರತಿನಿಧಿಗಳು ಮೌನ ವಹಿಸಿರುವುದು ಸರಿಯಲ್ಲ. ಜಿಲ್ಲೆಯ ಕರಾವಳಿ ಭಾಗದ ಜನರ ಹಿತ ಕಾಯುವ ನಿಟ್ಟಿನಲ್ಲಿ ಎಲ್ಲ ಸಂಘಟನೆಗಳು ಒಂದಾಗಿ ಹೋರಾಟ ನಡೆಸಲಿವೆ. ಪರಿಸರ ಹಾಗೂ ಜನಜೀವನಕ್ಕೆ ಧಕ್ಕೆ ತರುವ ಯೋಜನೆಗಳನ್ನು ಕೈಬಿಡಬೇಕು ಎಂದು ಆಗ್ರಹಿಸಿದರು. ಈ ಸಂದರ್ಭದಲ್ಲಿ ಪ್ರಮುಖರಾದ ನಾಯಕ, ಹನುಮಂತ ಗೌಡ, ಪ್ರೀತಮ್ ಮಾಸೂರಕರ, ಶ್ರೀಪಾದ ನಾಯ್ಕ, ವಿನಾಯಕ ನಾಯ್ಕ, ಮಹೇಂದ್ರ ನಾಯಕ್ ಹಾಗೂ ಜಿ.ಮಾನೋಜ ಇದ್ದರು. bbox=[8, 123, 274, 278]
logo-left bbox=[8, 6, 233, 68]
logo-subtitle: Bharat Vaibhav Daily ಕನ್ನಡ ದಿನಪತ್ರಿಕೆ bbox=[43, 46, 198, 57]
photo-sports-equipment bbox=[680, 562, 938, 732]
article-body: ನಾಯಕನಹಟ್ಟಿ: ಹೋಬಳಿ ವ್ಯಾಪ್ತಿಯಲ್ಲಿ ಮಾದಕ ವಸ್ತುಗಳ ಮಾರಾಟ ಮತ್ತು ಸೇವನೆಯಂತಹ ಕಾನೂನು ಬಾಹಿರ ಚಟುವಟಿಕೆಗಳು ಕಂಡುಬಂದರೆ ತಕ್ಷಣವೇ ಪೊಲೀಸ್ ಠಾಣೆಗೆ ಮಾಹಿತಿ ನೀಡಬೇಕು ಎಂದು ಪೊಲೀಸ್ ವೃತ್ತ ನಿರೀಕ್ಷಕ ಎಂ.ಶಿರೇಹಳ್ಳಿ ಹೇಳಿದರು. ಪಟ್ಟಣದ ಪೊಲೀಸ್ ಠಾಣೆಯಲ್ಲಿ ಬುಧವಾರ ಆಯೋಜಿಸಿದ್ದ ಜಾಗೃತಿ ಸಭೆಯಲ್ಲಿ ಮಾತನಾಡಿದರು. ನಾಯಕನಹಟ್ಟಿ ಗುರುತಿಪ್ಪೇರುದ್ರಸ್ವಾಮಿ ದೇವಾಲಯದ ಸುತ್ತಮುತ್ತ ಹಾಗೂ ಶಾಲಾ ಕಾಲೇಜುಗಳ ಬಳಿ ಅನುಮಾನಾಸ್ಪದ ವ್ಯಕ್ತಿಗಳು ಕಂಡುಬಂದರೆ ತಿಳಿಸಬೇಕು. ಸಾರ್ವಜನಿಕರ ಸಹಕಾರದಿಂದ ಮಾತ್ರ ಅಪರಾಧ ತಡೆಯಲು ಸಾಧ್ಯ. ಯುವಜನರು ದುಶ್ಚಟಗಳಿಂದ ದೂರವಿರಬೇಕು ಎಂದರು. ಪಿಎಸ್‌ಐ ಜಿ.ಪಾಂಡುರಂಗಪ್ಪ ಮಾತನಾಡಿ, ಬೆಟ್ಟಿಂಗ್ ಜೂಜಾಟ ಮತ್ತು ಮಟ್ಕಾ ದಂಧೆಯಲ್ಲಿ ತೊಡಗಿರುವವರ ವಿರುದ್ಧ ಕ್ರಮ ಕೈಗೊಳ್ಳಲಾಗುವುದು. ವಾಹನ ಸವಾರರು ಕಡ್ಡಾಯವಾಗಿ ಹೆಲ್ಮೆಟ್ ಧರಿಸಬೇಕು ಎಂದರು. ಪೊಲೀಸ್ ಸಿಬ್ಬಂದಿ ರಮೇಶ್, ಅಣ್ಣಪ್ಪನಾಯ್ಕ, ರುದ್ರಪ್ಪ ಇದ್ದರು. bbox=[276, 399, 532, 541]
article-body-continued: ರಾಜ್ಯದೆಲ್ಲೆಡೆ ಮುಂಗಾರು ಆರ್ಭಟಿಸುತ್ತಿದೆ. ಆದರೆ, ತಾಲ್ಲೂಕಿನ ಗೌಡನಹಳ್ಳಿ ಗ್ರಾಮ ಪಂಚಾಯಿತಿ ವ್ಯಾಪ್ತಿಯ ಕೆರೆಕೋಡಿಹಟ್ಟಿ ಗ್ರಾಮದ ಜನರು ಕುಡಿಯುವ ನೀರಿಗಾಗಿ ನಿತ್ಯ ಪರದಾಡುತ್ತಿದ್ದಾರೆ. ಗ್ರಾಮದಲ್ಲಿ ೧,೦೦೦ಕ್ಕೂ ಅಧಿಕ ಜನಸಂಖ್ಯೆಯಿದ್ದು, ನಾಲ್ಕು ಕೊಳವೆ ಬಾವಿ ಕೊರೆಸಲಾಗಿದೆ. ಸಮರ್ಪಕವಾಗಿ ನೀರು ಪೂರೈಕೆಯಾಗುತ್ತಿಲ್ಲ. ಮಹಿಳೆಯರು ಕೊಡಗಳನ್ನು ಹಿಡಿದು ದೂರದ ಜಮೀನುಗಳಿಗೆ ತೆರಳಿ ನೀರು ತರಬೇಕಾದ ಸ್ಥಿತಿ ನಿರ್ಮಾಣವಾಗಿದೆ. ಜಲಜೀವನ್ ಮಿಷನ್ ಯೋಜನೆಯಡಿ ಮನೆ ಮನೆಗೆ ನಲ್ಲಿ ಸಂಪರ್ಕ ಕಲ್ಪಿಸಿದರೂ ನೀರು ಬರುತ್ತಿಲ್ಲ. ಗ್ರಾಮ ಪಂಚಾಯಿತಿ ಅಧಿಕಾರಿಗಳಿಗೆ ಹಲವು ಬಾರಿ ಮನವಿ ಸಲ್ಲಿಸಿದರೂ ಪ್ರಯೋಜನವಾಗಿಲ್ಲ. ಬೇಸಿಗೆಯಲ್ಲಿ ಟ್ಯಾಂಕರ್ ಮೂಲಕ ನೀರು ಪೂರೈಸಲಾಗಿತ್ತು. ಈಗ ಅದೂ ಸ್ಥಗಿತಗೊಂಡಿದೆ. ಶುದ್ಧ bbox=[146, 820, 406, 936]
rule bbox=[542, 1264, 938, 1266]
article-sunil-hegde bbox=[8, 334, 266, 618]
article-sports-department bbox=[542, 484, 938, 1062]
photo-villagers-water bbox=[146, 669, 406, 815]
issue-number: ಪುಟ ಸಂಖ್ಯೆ ೫ bbox=[245, 10, 296, 23]
headline: ನಿರ್ಮಾಣಕ್ಕೆ ಮುಂದಾಗದ ಸರ್ಕಾರ; ಅತಂತ್ರ ಸ್ಥಿತಿಯಲ್ಲಿ ವಿದ್ಯಾರ್ಥಿಗಳು bbox=[86, 1176, 454, 1196]
photo-madhava-nayaka bbox=[280, 128, 396, 278]
rule bbox=[542, 480, 938, 482]
